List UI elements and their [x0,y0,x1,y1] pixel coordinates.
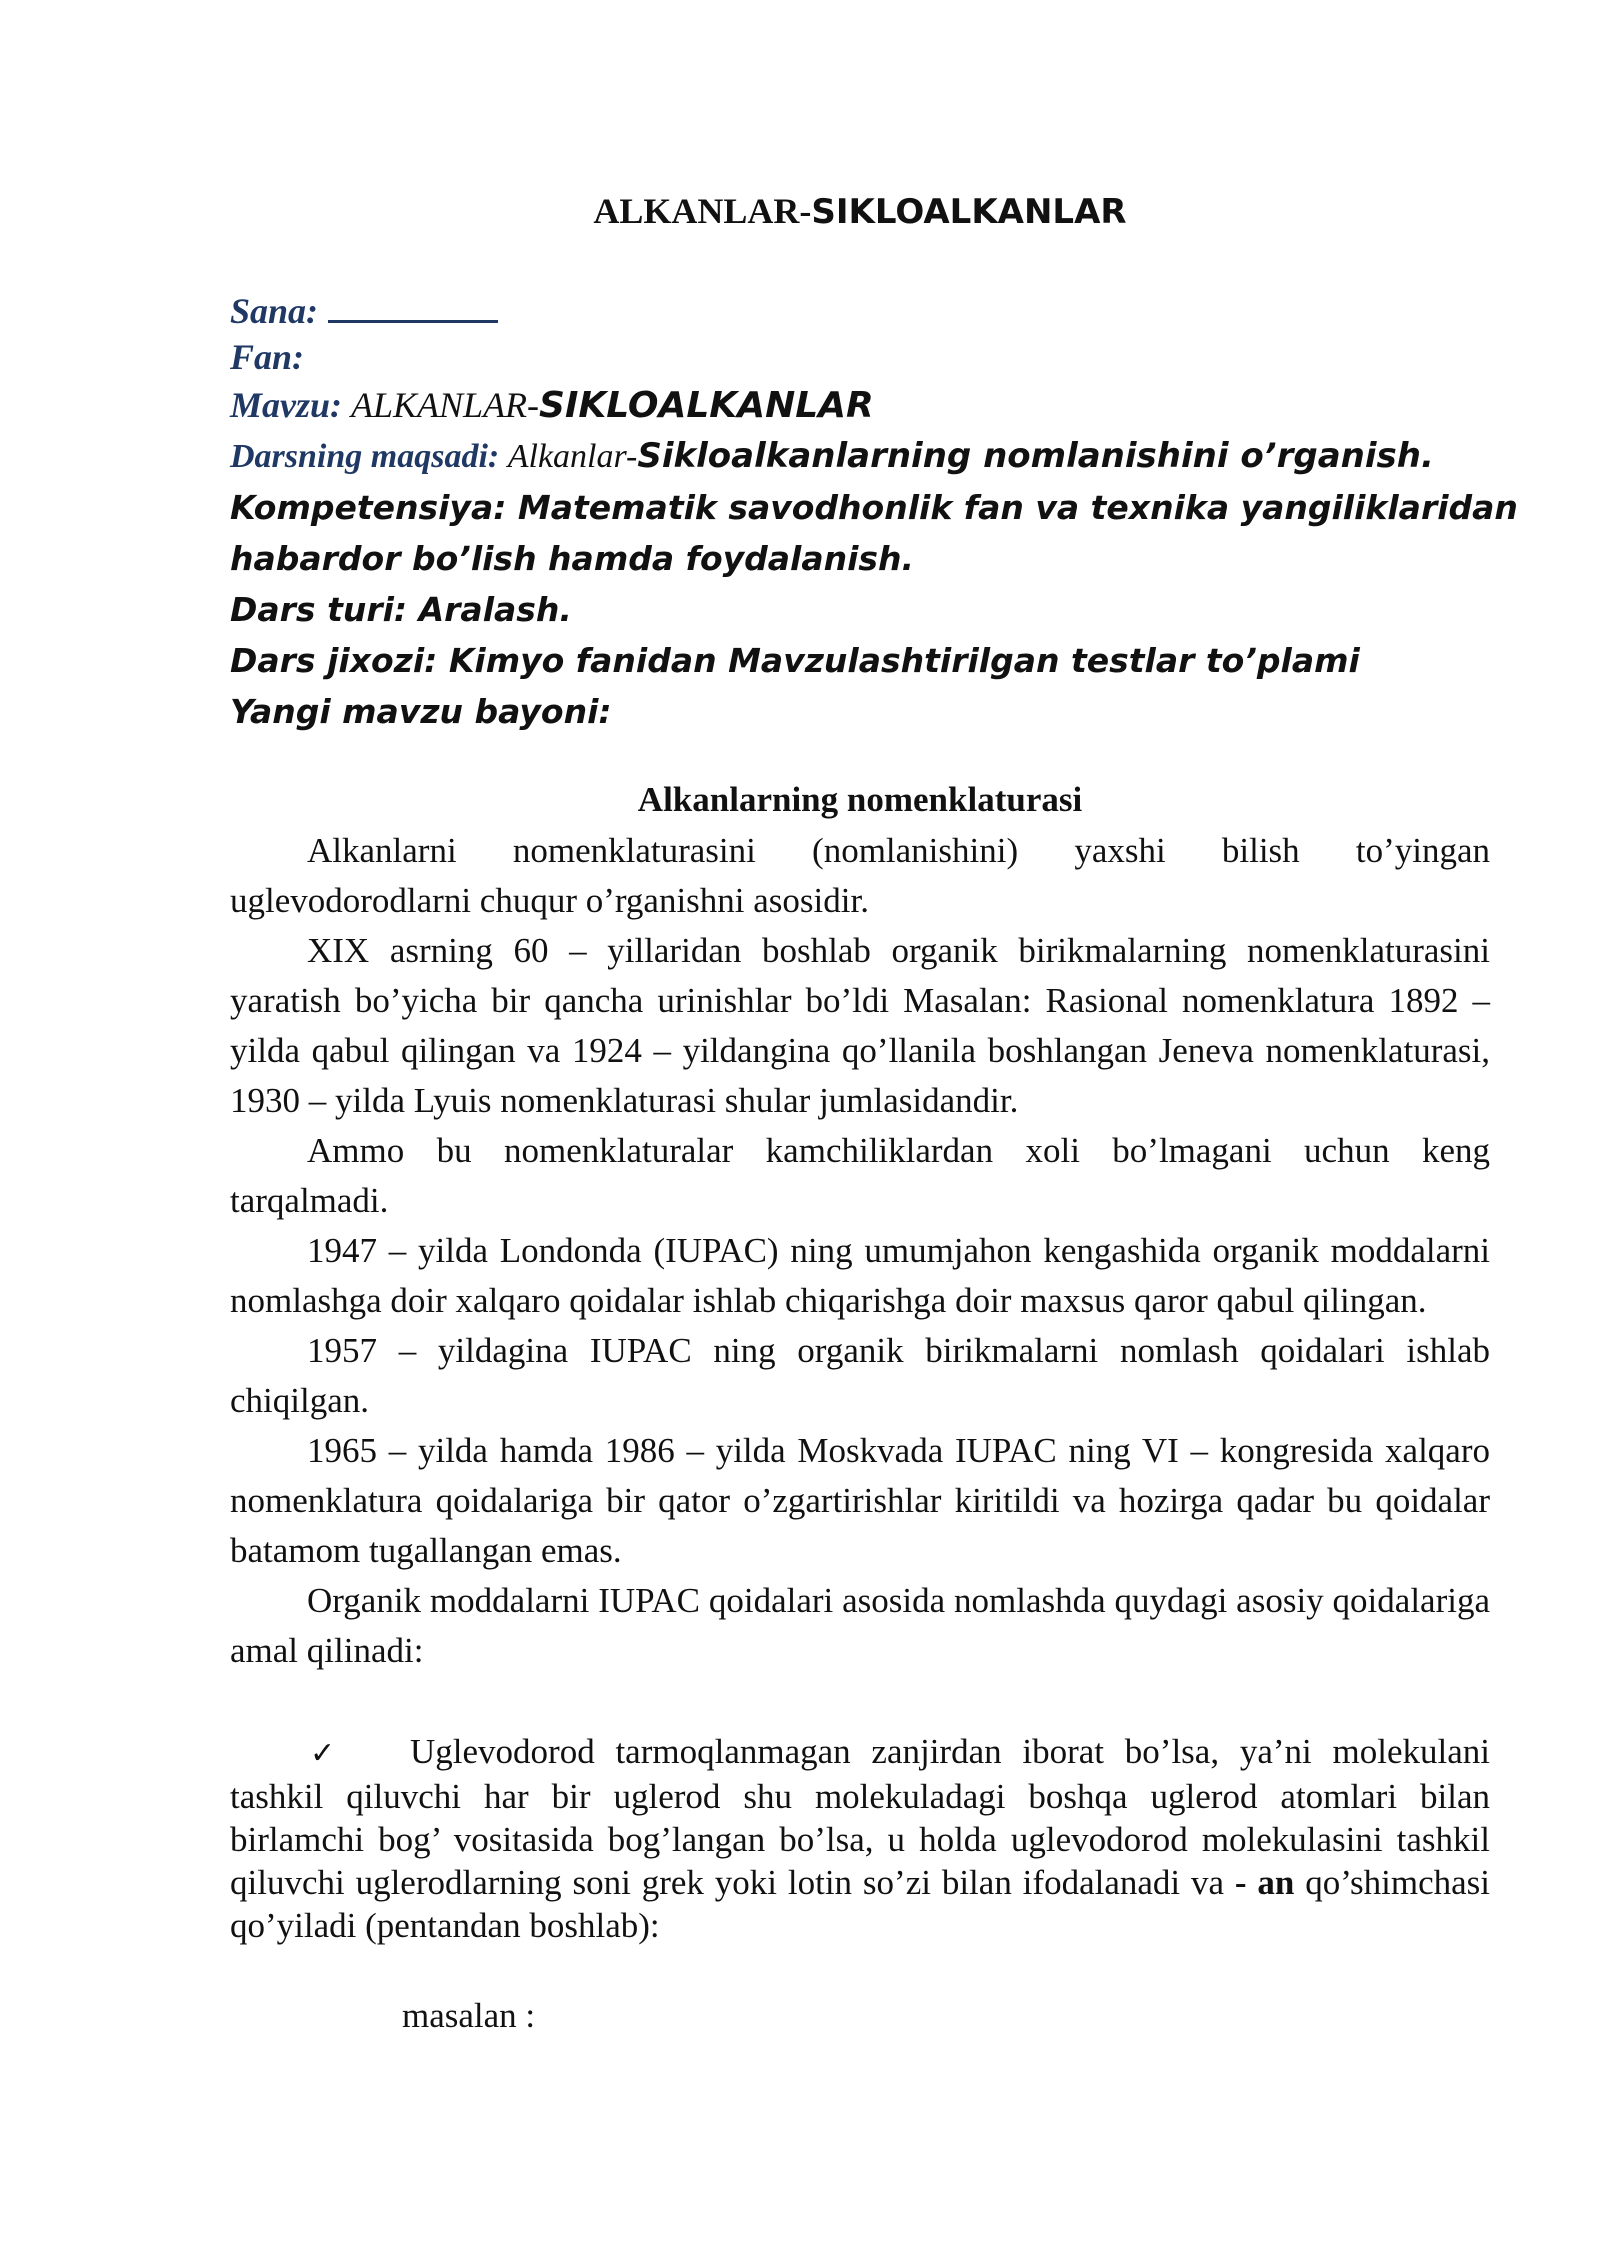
paragraph: Ammo bu nomenklaturalar kamchiliklardan xoli bo’lmagani uchun keng tarqalmadi. [230,1131,1490,1220]
maqsad-label: Darsning maqsadi: [230,438,500,475]
section-body [230,826,1490,1676]
paragraph: 1957 – yildagina IUPAC ning organik birikmalarni nomlash qoidalari ishlab chiqilgan. [230,1331,1490,1420]
paragraph: 1947 – yilda Londonda (IUPAC) ning umumjahon kengashida organik moddalarni nomlashga doir xalqaro qoidalar ishlab chiqarishga doir maxsus qaror qabul qilingan. [230,1231,1490,1320]
mavzu-line [230,380,1490,431]
maqsad-line [230,431,1490,482]
maqsad-value-1: Alkanlar- [507,438,638,475]
example-label: masalan : [402,1996,536,2035]
bullet-text-before: Uglevodorod tarmoqlanmagan zanjirdan iborat bo’lsa, ya’ni molekulani tashkil qiluvchi har bir uglerod shu molekuladagi boshqa uglerod atomlari bilan birlamchi bog’ vositasida bog’langan bo’lsa, u holda uglevodorod molekulasini tashkil qiluvchi uglerodlarning soni grek yoki lotin so’zi bilan ifodalanadi va [230,1732,1490,1902]
mavzu-label: Mavzu: [230,385,343,425]
bullet-paragraph [230,1730,1490,1947]
title-part-1: ALKANLAR- [593,191,812,231]
paragraph: Alkanlarni nomenklaturasini (nomlanishini) yaxshi bilish to’yingan uglevodorodlarni chuqur o’rganishni asosidir. [230,831,1490,920]
sana-blank [328,290,498,323]
paragraph: Organik moddalarni IUPAC qoidalari asosida nomlashda quydagi asosiy qoidalariga amal qilinadi: [230,1581,1490,1670]
dars-turi-line: Dars turi: Aralash. [230,590,572,629]
kompetensiya-line-1: Kompetensiya: Matematik savodhonlik fan va texnika yangiliklaridan [230,488,1518,527]
section-heading: Alkanlarning nomenklaturasi [637,780,1083,819]
kompetensiya-line-2: habardor bo’lish hamda foydalanish. [230,539,915,578]
fan-label: Fan: [230,337,305,377]
bullet-bold-suffix: - an [1234,1863,1295,1902]
mavzu-value-2: SIKLOALKANLAR [539,385,874,426]
sana-line [230,288,1490,334]
paragraph: XIX asrning 60 – yillaridan boshlab organik birikmalarning nomenklaturasini yaratish bo’yicha bir qancha urinishlar bo’ldi Masalan: Rasional nomenklatura 1892 – yilda qabul qilingan va 1924 – yildangina qo’llanila boshlangan Jeneva nomenklaturasi, 1930 – yilda Lyuis nomenklaturasi shular jumlasidandir. [230,931,1490,1120]
bullet-text-after: qo’shimchasi qo’yiladi (pentandan boshlab): [230,1863,1490,1945]
bullet-item [230,1730,1490,1947]
maqsad-value-2: Sikloalkanlarning nomlanishini o’rganish. [637,436,1434,476]
paragraph: 1965 – yilda hamda 1986 – yilda Moskvada IUPAC ning VI – kongresida xalqaro nomenklatura qoidalariga bir qator o’zgartirishlar kiritildi va hozirga qadar bu qoidalar batamom tugallangan emas. [230,1431,1490,1570]
sana-label: Sana: [230,291,319,331]
fan-line [230,334,1490,380]
checkmark-icon: ✓ [310,1736,336,1771]
dars-jixozi-line: Dars jixozi: Kimyo fanidan Mavzulashtirilgan testlar to’plami [230,641,1360,680]
lesson-meta [230,288,1518,737]
mavzu-value-1: ALKANLAR- [351,385,540,425]
yangi-mavzu-line: Yangi mavzu bayoni: [230,692,612,731]
document-title [230,190,1490,232]
title-part-2: SIKLOALKANLAR [811,192,1127,232]
